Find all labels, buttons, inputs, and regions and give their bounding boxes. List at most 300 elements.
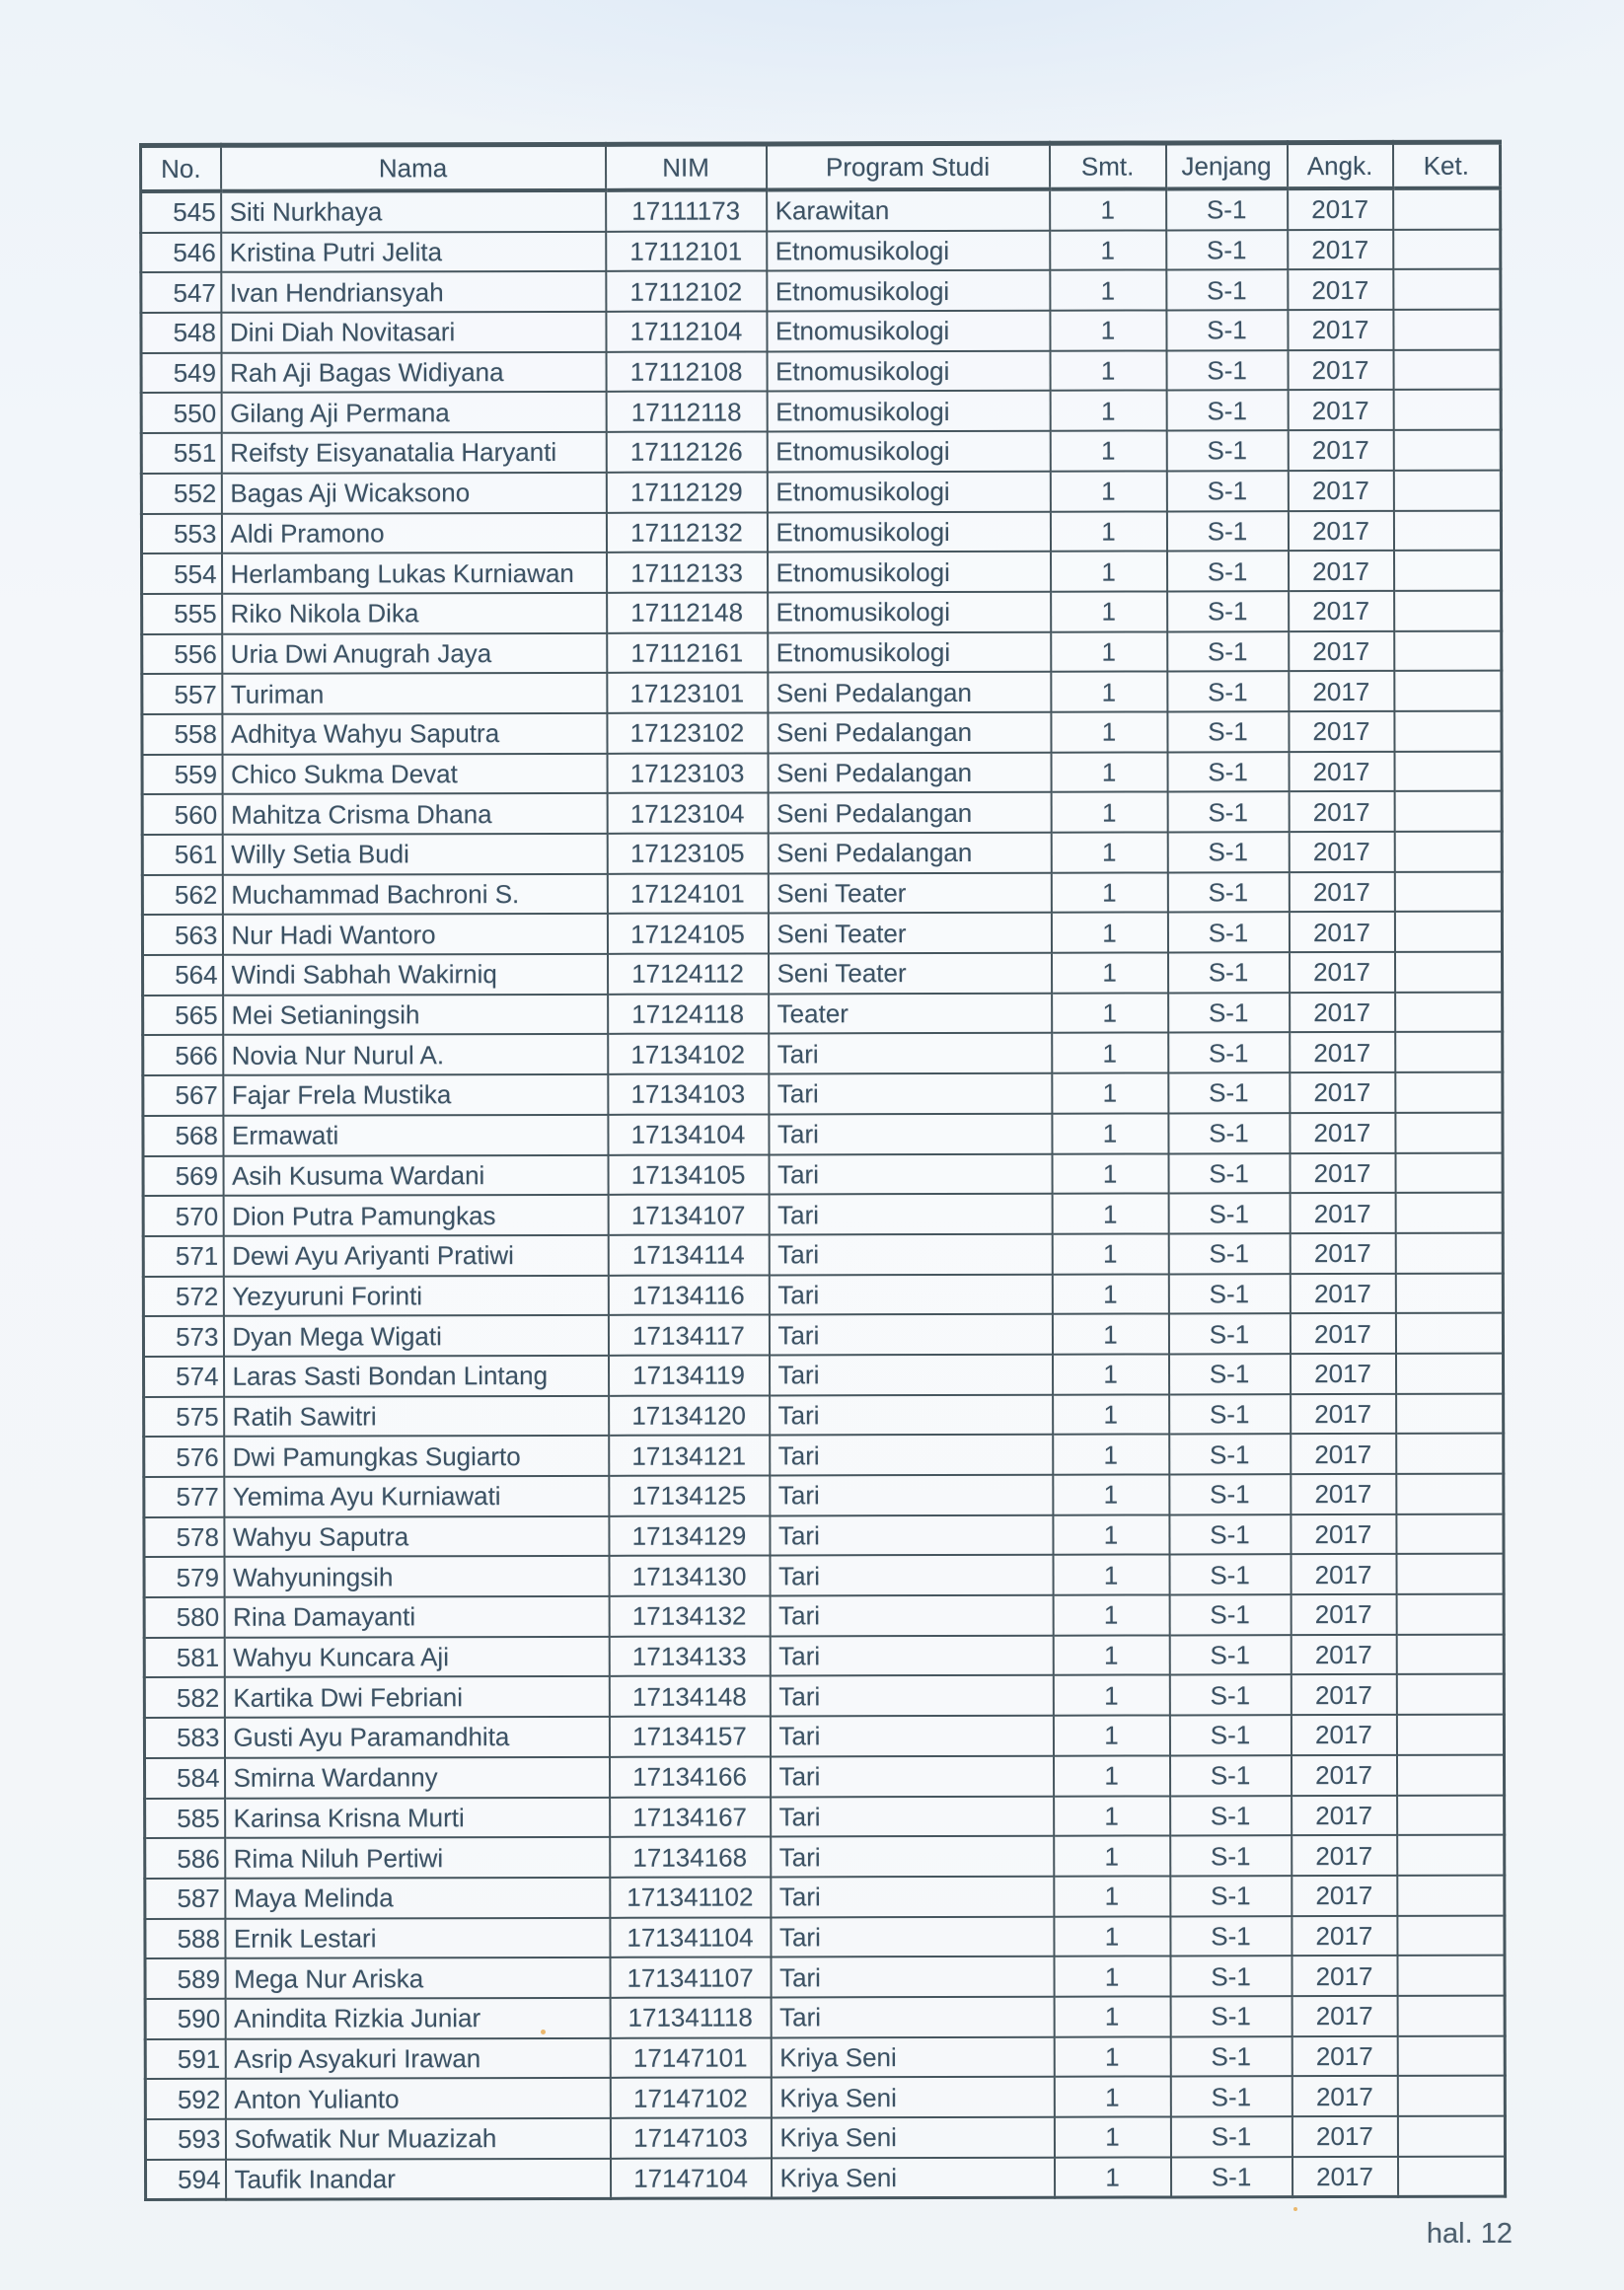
cell-jenjang: S-1 xyxy=(1169,1594,1291,1635)
cell-smt: 1 xyxy=(1051,672,1167,712)
cell-ket xyxy=(1396,1354,1504,1394)
cell-nim: 17112129 xyxy=(606,472,767,512)
cell-angk: 2017 xyxy=(1289,752,1394,792)
cell-angk: 2017 xyxy=(1291,1554,1396,1594)
column-header-no: No. xyxy=(141,145,221,191)
cell-angk: 2017 xyxy=(1289,832,1394,872)
cell-nim: 17134125 xyxy=(609,1475,770,1515)
cell-nama: Ernik Lestari xyxy=(225,1917,610,1958)
cell-nama: Maya Melinda xyxy=(225,1878,610,1919)
cell-nama: Nur Hadi Wantoro xyxy=(222,914,607,955)
cell-smt: 1 xyxy=(1052,1233,1168,1274)
table-row xyxy=(142,751,1502,794)
cell-ket xyxy=(1397,1835,1505,1876)
cell-nim: 17134102 xyxy=(608,1034,769,1074)
student-list-table xyxy=(139,140,1507,2202)
table-row xyxy=(143,1072,1503,1116)
cell-angk: 2017 xyxy=(1291,1674,1396,1715)
cell-nama: Herlambang Lukas Kurniawan xyxy=(222,553,607,594)
cell-nim: 17123104 xyxy=(607,793,768,834)
cell-ket xyxy=(1395,1193,1503,1233)
cell-jenjang: S-1 xyxy=(1167,913,1289,953)
cell-nim: 17147103 xyxy=(610,2117,771,2158)
cell-smt: 1 xyxy=(1054,2157,1170,2197)
cell-angk: 2017 xyxy=(1291,1594,1396,1635)
cell-jenjang: S-1 xyxy=(1169,1354,1291,1394)
cell-smt: 1 xyxy=(1051,752,1167,792)
cell-nama: Smirna Wardanny xyxy=(224,1757,609,1799)
cell-nim: 171341102 xyxy=(610,1877,771,1917)
cell-smt: 1 xyxy=(1053,1595,1169,1636)
table-row xyxy=(142,551,1502,594)
cell-program_studi: Kriya Seni xyxy=(771,2036,1054,2077)
cell-angk: 2017 xyxy=(1288,188,1393,230)
cell-angk: 2017 xyxy=(1291,1635,1396,1675)
cell-ket xyxy=(1394,711,1502,752)
cell-program_studi: Kriya Seni xyxy=(771,2117,1054,2158)
cell-jenjang: S-1 xyxy=(1168,993,1290,1033)
table-row xyxy=(141,510,1501,554)
cell-jenjang: S-1 xyxy=(1170,2036,1292,2077)
cell-program_studi: Tari xyxy=(769,1033,1052,1073)
cell-smt: 1 xyxy=(1054,1796,1170,1836)
cell-no: 570 xyxy=(143,1196,223,1236)
cell-smt: 1 xyxy=(1050,311,1166,351)
cell-jenjang: S-1 xyxy=(1166,471,1288,511)
cell-ket xyxy=(1395,1112,1503,1152)
cell-smt: 1 xyxy=(1051,552,1167,592)
cell-program_studi: Tari xyxy=(770,1635,1053,1675)
cell-angk: 2017 xyxy=(1289,912,1394,952)
cell-no: 546 xyxy=(141,232,221,272)
cell-ket xyxy=(1395,1032,1503,1072)
cell-ket xyxy=(1393,349,1501,390)
cell-program_studi: Tari xyxy=(771,1997,1054,2037)
cell-program_studi: Seni Teater xyxy=(769,953,1052,994)
cell-smt: 1 xyxy=(1050,350,1166,391)
cell-no: 557 xyxy=(142,674,222,714)
cell-smt: 1 xyxy=(1052,1194,1168,1234)
cell-program_studi: Tari xyxy=(770,1475,1053,1515)
cell-jenjang: S-1 xyxy=(1167,711,1289,752)
cell-smt: 1 xyxy=(1052,953,1168,994)
cell-nim: 17134103 xyxy=(608,1074,769,1115)
cell-no: 545 xyxy=(141,191,221,233)
cell-ket xyxy=(1394,630,1502,671)
cell-program_studi: Seni Pedalangan xyxy=(768,833,1051,873)
cell-nim: 17134166 xyxy=(609,1756,770,1797)
cell-jenjang: S-1 xyxy=(1169,1514,1291,1555)
table-row xyxy=(141,430,1501,474)
cell-jenjang: S-1 xyxy=(1170,1835,1292,1876)
cell-angk: 2017 xyxy=(1291,1434,1396,1474)
cell-program_studi: Etnomusikologi xyxy=(767,230,1050,270)
cell-jenjang: S-1 xyxy=(1168,1033,1290,1073)
cell-ket xyxy=(1396,1674,1504,1715)
table-row xyxy=(141,390,1501,433)
cell-nim: 17112118 xyxy=(606,392,767,432)
cell-no: 564 xyxy=(143,955,223,996)
cell-nim: 17112101 xyxy=(606,231,767,271)
cell-program_studi: Seni Pedalangan xyxy=(768,752,1051,792)
cell-no: 560 xyxy=(142,794,222,835)
cell-nama: Wahyu Saputra xyxy=(224,1516,609,1558)
cell-nim: 17124101 xyxy=(607,873,768,914)
cell-smt: 1 xyxy=(1051,913,1167,953)
cell-no: 554 xyxy=(142,554,222,594)
cell-ket xyxy=(1393,229,1501,269)
cell-nama: Siti Nurkhaya xyxy=(221,190,606,233)
cell-smt: 1 xyxy=(1053,1675,1169,1716)
cell-no: 583 xyxy=(144,1718,224,1758)
column-header-nama: Nama xyxy=(221,144,606,190)
cell-angk: 2017 xyxy=(1291,1514,1396,1555)
cell-ket xyxy=(1396,1474,1504,1514)
cell-smt: 1 xyxy=(1051,591,1167,631)
cell-smt: 1 xyxy=(1052,1153,1168,1194)
cell-nim: 17134117 xyxy=(608,1315,769,1356)
cell-no: 566 xyxy=(143,1035,223,1075)
table-row xyxy=(142,711,1502,755)
cell-no: 574 xyxy=(144,1357,224,1397)
cell-nim: 17124112 xyxy=(608,954,769,995)
cell-no: 549 xyxy=(141,353,221,394)
cell-program_studi: Tari xyxy=(770,1675,1053,1716)
table-body xyxy=(141,188,1506,2200)
cell-angk: 2017 xyxy=(1288,471,1393,511)
cell-program_studi: Tari xyxy=(770,1394,1053,1435)
cell-angk: 2017 xyxy=(1289,630,1394,671)
cell-smt: 1 xyxy=(1051,872,1167,913)
cell-nim: 17112148 xyxy=(607,592,768,632)
cell-smt: 1 xyxy=(1053,1555,1169,1595)
column-header-nim: NIM xyxy=(606,144,767,190)
cell-jenjang: S-1 xyxy=(1169,1555,1291,1595)
cell-nim: 17111173 xyxy=(606,189,767,231)
cell-jenjang: S-1 xyxy=(1167,832,1289,872)
table-row xyxy=(141,310,1501,353)
cell-jenjang: S-1 xyxy=(1169,1715,1291,1755)
cell-nim: 17112108 xyxy=(606,351,767,392)
cell-nim: 17134120 xyxy=(609,1395,770,1436)
cell-smt: 1 xyxy=(1052,1113,1168,1153)
column-header-jenjang: Jenjang xyxy=(1166,143,1288,189)
cell-smt: 1 xyxy=(1054,2036,1170,2077)
cell-angk: 2017 xyxy=(1289,791,1394,832)
cell-ket xyxy=(1395,952,1503,993)
cell-ket xyxy=(1397,1915,1505,1956)
cell-angk: 2017 xyxy=(1289,591,1394,631)
cell-smt: 1 xyxy=(1051,792,1167,833)
cell-program_studi: Seni Teater xyxy=(768,872,1051,913)
cell-nim: 17134132 xyxy=(609,1596,770,1637)
cell-nama: Dion Putra Pamungkas xyxy=(223,1195,608,1236)
table-row xyxy=(144,1354,1504,1397)
cell-ket xyxy=(1397,1875,1505,1915)
cell-nama: Kristina Putri Jelita xyxy=(221,232,606,273)
cell-ket xyxy=(1397,2156,1505,2196)
cell-angk: 2017 xyxy=(1290,952,1395,993)
cell-jenjang: S-1 xyxy=(1168,1313,1290,1354)
cell-jenjang: S-1 xyxy=(1166,391,1288,431)
cell-program_studi: Teater xyxy=(769,993,1052,1033)
cell-angk: 2017 xyxy=(1289,551,1394,591)
cell-angk: 2017 xyxy=(1292,1956,1397,1996)
cell-nim: 17112133 xyxy=(607,553,768,593)
table-row xyxy=(145,1875,1505,1918)
cell-nama: Riko Nikola Dika xyxy=(222,593,607,634)
cell-nim: 17134129 xyxy=(609,1515,770,1556)
cell-no: 547 xyxy=(141,272,221,313)
cell-ket xyxy=(1393,188,1501,230)
cell-ket xyxy=(1397,2116,1505,2157)
cell-nama: Bagas Aji Wicaksono xyxy=(221,473,606,514)
cell-angk: 2017 xyxy=(1291,1354,1396,1394)
cell-nama: Sofwatik Nur Muazizah xyxy=(225,2118,610,2160)
cell-nim: 17124105 xyxy=(607,914,768,954)
cell-angk: 2017 xyxy=(1292,1915,1397,1956)
cell-angk: 2017 xyxy=(1290,993,1395,1033)
cell-angk: 2017 xyxy=(1291,1394,1396,1435)
cell-nim: 17134116 xyxy=(608,1275,769,1315)
cell-jenjang: S-1 xyxy=(1167,631,1289,672)
cell-program_studi: Tari xyxy=(769,1234,1052,1275)
table-row xyxy=(143,1233,1503,1277)
cell-nim: 17134167 xyxy=(610,1797,771,1837)
cell-no: 548 xyxy=(141,313,221,353)
cell-jenjang: S-1 xyxy=(1166,430,1288,471)
cell-nim: 17134104 xyxy=(608,1114,769,1154)
cell-smt: 1 xyxy=(1054,1916,1170,1957)
table-row xyxy=(145,2116,1505,2160)
cell-nama: Mega Nur Ariska xyxy=(225,1958,610,1999)
cell-no: 577 xyxy=(144,1477,224,1517)
cell-no: 573 xyxy=(143,1316,223,1357)
table-row xyxy=(141,470,1501,513)
cell-angk: 2017 xyxy=(1289,872,1394,913)
cell-jenjang: S-1 xyxy=(1166,230,1288,270)
cell-smt: 1 xyxy=(1053,1394,1169,1435)
table-row xyxy=(145,2156,1505,2200)
cell-program_studi: Etnomusikologi xyxy=(767,311,1050,351)
cell-nim: 17124118 xyxy=(608,994,769,1034)
table-row xyxy=(143,1152,1503,1196)
cell-angk: 2017 xyxy=(1288,310,1393,350)
cell-nama: Muchammad Bachroni S. xyxy=(222,874,607,916)
cell-angk: 2017 xyxy=(1292,1835,1397,1876)
cell-jenjang: S-1 xyxy=(1166,310,1288,350)
cell-smt: 1 xyxy=(1052,1314,1168,1355)
cell-angk: 2017 xyxy=(1288,390,1393,430)
cell-no: 565 xyxy=(143,996,223,1036)
cell-smt: 1 xyxy=(1053,1635,1169,1675)
cell-program_studi: Tari xyxy=(771,1916,1054,1957)
cell-nama: Fajar Frela Mustika xyxy=(223,1074,608,1116)
cell-nama: Windi Sabhah Wakirniq xyxy=(223,954,608,996)
cell-no: 587 xyxy=(145,1879,225,1919)
cell-no: 568 xyxy=(143,1116,223,1156)
cell-ket xyxy=(1396,1715,1504,1755)
cell-nama: Yemima Ayu Kurniawati xyxy=(224,1476,609,1517)
cell-angk: 2017 xyxy=(1292,1996,1397,2036)
cell-program_studi: Tari xyxy=(769,1314,1052,1355)
cell-smt: 1 xyxy=(1053,1514,1169,1555)
table-row xyxy=(143,1112,1503,1155)
cell-nim: 17112102 xyxy=(606,271,767,312)
cell-ket xyxy=(1395,1233,1503,1274)
cell-jenjang: S-1 xyxy=(1170,2116,1292,2157)
cell-ket xyxy=(1394,551,1502,591)
cell-angk: 2017 xyxy=(1291,1474,1396,1514)
cell-ket xyxy=(1397,2035,1505,2076)
cell-angk: 2017 xyxy=(1292,2036,1397,2077)
cell-program_studi: Tari xyxy=(770,1756,1053,1797)
cell-program_studi: Tari xyxy=(770,1435,1053,1475)
cell-no: 582 xyxy=(144,1677,224,1718)
cell-angk: 2017 xyxy=(1288,350,1393,391)
cell-no: 569 xyxy=(143,1155,223,1196)
table-row xyxy=(145,1915,1505,1958)
cell-ket xyxy=(1394,912,1502,952)
cell-no: 575 xyxy=(144,1396,224,1437)
table-row xyxy=(142,791,1502,835)
cell-smt: 1 xyxy=(1052,1033,1168,1073)
cell-program_studi: Etnomusikologi xyxy=(768,552,1051,592)
cell-ket xyxy=(1396,1554,1504,1594)
cell-angk: 2017 xyxy=(1289,711,1394,752)
cell-angk: 2017 xyxy=(1290,1313,1395,1354)
cell-nim: 17134148 xyxy=(609,1676,770,1717)
cell-jenjang: S-1 xyxy=(1169,1755,1291,1796)
cell-ket xyxy=(1394,751,1502,791)
table-row xyxy=(143,1273,1503,1316)
cell-nim: 171341118 xyxy=(610,1997,771,2037)
cell-angk: 2017 xyxy=(1290,1233,1395,1274)
cell-jenjang: S-1 xyxy=(1168,1193,1290,1233)
cell-ket xyxy=(1395,1313,1503,1354)
cell-jenjang: S-1 xyxy=(1167,551,1289,591)
cell-jenjang: S-1 xyxy=(1167,791,1289,832)
cell-angk: 2017 xyxy=(1290,1032,1395,1072)
table-row xyxy=(144,1594,1504,1638)
cell-program_studi: Seni Teater xyxy=(768,913,1051,953)
cell-nama: Rah Aji Bagas Widiyana xyxy=(221,352,606,394)
cell-nim: 17112132 xyxy=(606,512,767,553)
cell-nama: Taufik Inandar xyxy=(225,2159,610,2200)
cell-no: 561 xyxy=(142,835,222,875)
column-header-smt: Smt. xyxy=(1050,143,1166,189)
cell-nama: Gilang Aji Permana xyxy=(221,392,606,433)
cell-nim: 17112126 xyxy=(606,432,767,473)
table-row xyxy=(145,1996,1505,2039)
scan-speck xyxy=(1293,2207,1297,2211)
cell-nim: 17134157 xyxy=(609,1717,770,1757)
cell-jenjang: S-1 xyxy=(1168,952,1290,993)
cell-program_studi: Seni Pedalangan xyxy=(768,672,1051,712)
cell-nama: Laras Sasti Bondan Lintang xyxy=(224,1356,609,1397)
cell-angk: 2017 xyxy=(1290,1273,1395,1313)
cell-smt: 1 xyxy=(1053,1755,1169,1796)
cell-no: 578 xyxy=(144,1516,224,1557)
cell-ket xyxy=(1393,470,1501,510)
cell-program_studi: Kriya Seni xyxy=(771,2157,1054,2198)
cell-jenjang: S-1 xyxy=(1170,1956,1292,1996)
cell-nama: Reifsty Eisyanatalia Haryanti xyxy=(221,432,606,474)
cell-nama: Rina Damayanti xyxy=(224,1596,609,1638)
cell-jenjang: S-1 xyxy=(1169,1675,1291,1716)
cell-nama: Ermawati xyxy=(223,1115,608,1156)
table-row xyxy=(143,1032,1503,1075)
scan-speck xyxy=(541,2030,546,2034)
cell-program_studi: Tari xyxy=(771,1796,1054,1836)
cell-ket xyxy=(1397,1956,1505,1996)
cell-nama: Asih Kusuma Wardani xyxy=(223,1154,608,1196)
cell-no: 586 xyxy=(145,1838,225,1879)
cell-program_studi: Tari xyxy=(770,1514,1053,1555)
cell-smt: 1 xyxy=(1053,1435,1169,1475)
cell-smt: 1 xyxy=(1052,1274,1168,1314)
cell-angk: 2017 xyxy=(1288,430,1393,471)
cell-jenjang: S-1 xyxy=(1168,1072,1290,1113)
cell-program_studi: Etnomusikologi xyxy=(767,431,1050,472)
cell-no: 553 xyxy=(141,513,221,554)
table-row xyxy=(145,2035,1505,2079)
cell-program_studi: Tari xyxy=(769,1114,1052,1154)
cell-nama: Mahitza Crisma Dhana xyxy=(222,793,607,835)
column-header-angk: Angk. xyxy=(1288,142,1393,188)
cell-smt: 1 xyxy=(1051,711,1167,752)
cell-angk: 2017 xyxy=(1292,2116,1397,2157)
cell-program_studi: Etnomusikologi xyxy=(767,391,1050,431)
cell-smt: 1 xyxy=(1053,1716,1169,1756)
cell-jenjang: S-1 xyxy=(1170,1796,1292,1836)
cell-angk: 2017 xyxy=(1290,1193,1395,1233)
cell-angk: 2017 xyxy=(1291,1755,1396,1796)
cell-nama: Dini Diah Novitasari xyxy=(221,312,606,353)
header-row xyxy=(141,142,1501,191)
cell-no: 590 xyxy=(145,1999,225,2039)
cell-smt: 1 xyxy=(1050,431,1166,472)
cell-angk: 2017 xyxy=(1289,671,1394,711)
cell-ket xyxy=(1397,2076,1505,2116)
cell-angk: 2017 xyxy=(1290,1113,1395,1153)
table-row xyxy=(142,871,1502,915)
cell-program_studi: Etnomusikologi xyxy=(767,350,1050,391)
cell-jenjang: S-1 xyxy=(1169,1474,1291,1514)
cell-no: 576 xyxy=(144,1437,224,1477)
cell-angk: 2017 xyxy=(1292,2157,1397,2197)
cell-angk: 2017 xyxy=(1288,230,1393,270)
cell-no: 550 xyxy=(141,393,221,433)
cell-no: 555 xyxy=(142,594,222,634)
cell-nim: 17123105 xyxy=(607,833,768,873)
cell-ket xyxy=(1393,269,1501,310)
cell-angk: 2017 xyxy=(1291,1715,1396,1755)
cell-smt: 1 xyxy=(1053,1354,1169,1394)
cell-program_studi: Tari xyxy=(769,1194,1052,1234)
cell-angk: 2017 xyxy=(1292,2076,1397,2116)
cell-nim: 17123102 xyxy=(607,712,768,753)
cell-nama: Willy Setia Budi xyxy=(222,834,607,875)
cell-ket xyxy=(1396,1514,1504,1554)
table-row xyxy=(145,1835,1505,1879)
cell-smt: 1 xyxy=(1054,2077,1170,2117)
cell-nama: Mei Setianingsih xyxy=(223,995,608,1036)
cell-nim: 171341104 xyxy=(610,1917,771,1958)
table-row xyxy=(145,1795,1505,1838)
table-row xyxy=(144,1715,1504,1758)
cell-nama: Asrip Asyakuri Irawan xyxy=(225,2037,610,2079)
